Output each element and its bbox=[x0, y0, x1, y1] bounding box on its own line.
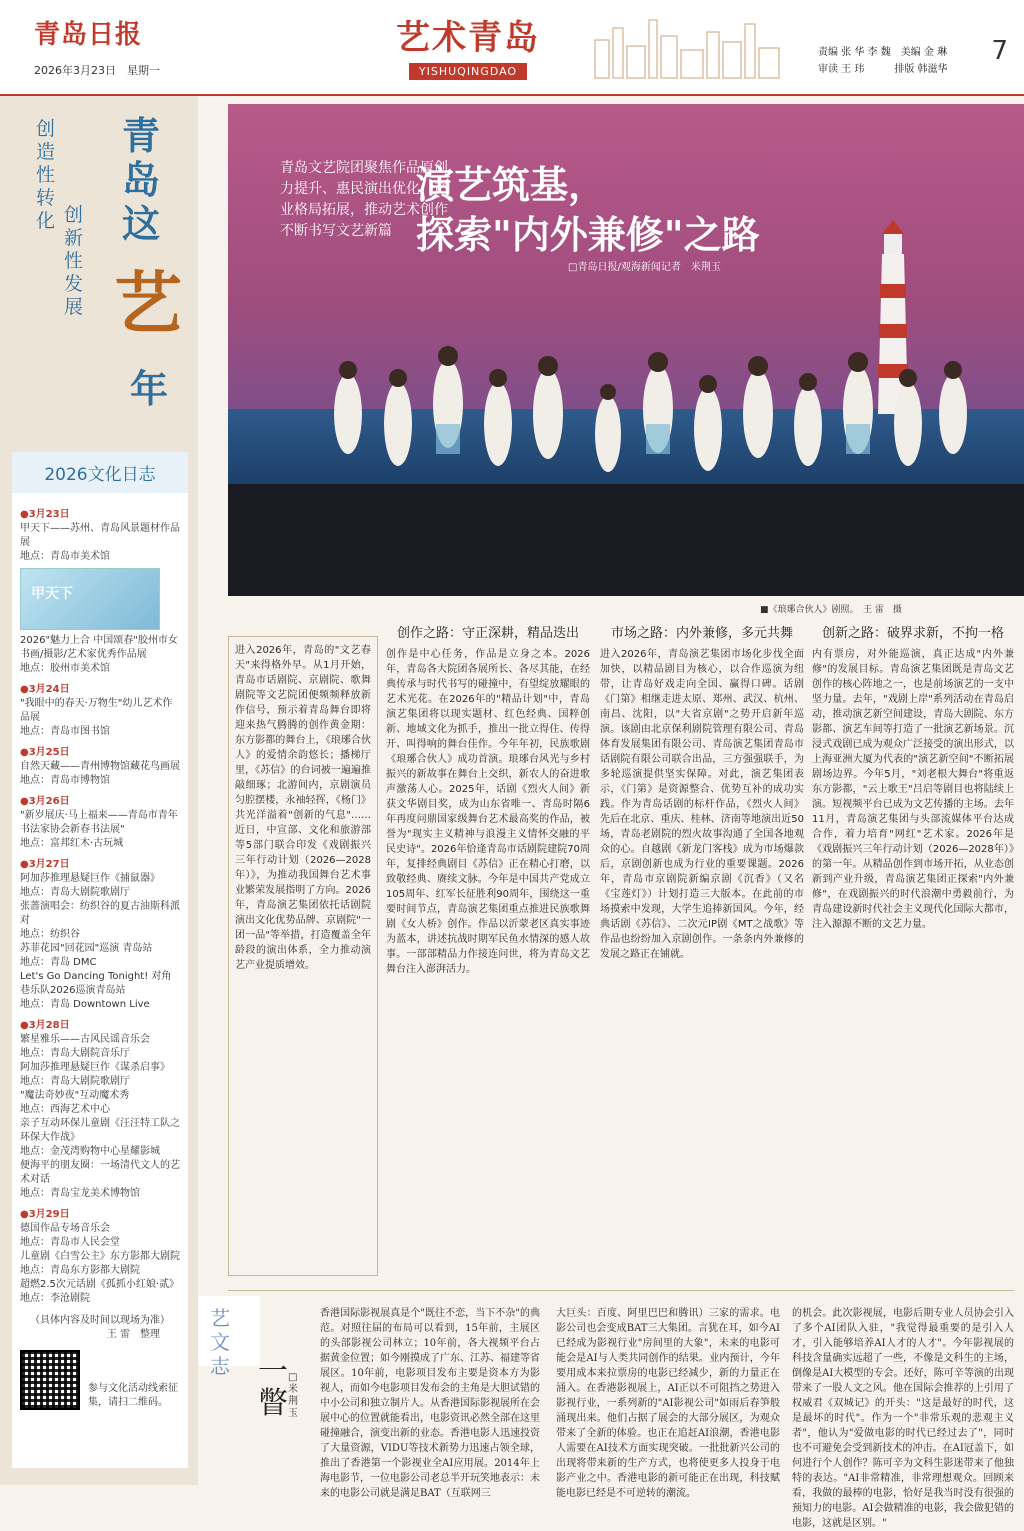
banner-main-text: 青岛这 bbox=[122, 113, 161, 246]
headline-line-2: 探索"内外兼修"之路 bbox=[416, 212, 760, 257]
paragraph-market: 进入2026年，青岛演艺集团市场化步伐全面加快，以精品剧目为核心，以合作巡演为纽带，让青岛好戏走向全国、赢得口碑。话剧《门第》相继走进太原、郑州、武汉、杭州、南昌、沈阳，以"大省京剧"之势开启新年巡演。该剧由北京保利剧院管理有限公司、青岛体育发展集团有限公司、青岛演艺集团青岛市话剧院有限公司联合出品，三方强强联手，为多轮巡演提供坚实保障。对此，演艺集团表示，《门第》是资源整合、优势互补的成功实践。作为青岛话剧的标杆作品，《烈火人间》先后在北京、重庆、桂林、济南等地演出近50场，青岛老剧院的烈火故事沟通了全国各地观众的心。自越剧《新龙门客栈》成为市场爆款后，京剧创新也成为行业的重要课题。2026年，青岛市京剧院新编京剧《沉香》（又名《宝莲灯》）计划打造三大版本。在此前的市场摸索中发现，大学生追捧新国风。今年，经典话剧《苏信》、二次元IP剧《MT之战歌》等作品也纷纷加入京剧创作。一条条内外兼修的发展之路正在铺就。 bbox=[600, 649, 804, 960]
log-date: ●3月23日 bbox=[20, 509, 70, 520]
subhead-innovate: 创新之路：破界求新，不拘一格 bbox=[821, 626, 1004, 641]
column-label: 艺文志 bbox=[210, 1306, 230, 1378]
log-compiler: 王 雷 整理 bbox=[106, 1329, 160, 1340]
essay-column-2: 大巨头：百度、阿里巴巴和腾讯）三家的需求。电影公司也会变成BAT三大集团。言犹在耳，如今AI已经成为影视行业"房间里的大象"，未来的电影可能会是AI与人类共同创作的结果。业内预计，今年要用成本来拉票房的电影已经减少，新的力量正在涌入。在香港影视展上，AI正以不可阻挡之势进入影视行业，一系列新的"AI影视公司"如雨后春笋般涌现出来。他们占据了展会的大部分展区，为观众带来了全新的体验。也正在追赶AI浪潮，香港电影人需要在AI技术方面实现突破。一批批新兴公司的出现将带来新的生产方式，也将使更多人投身于电影产业之中。香港电影的新可能正在出现，科技赋能电影已经是不可逆转的潮流。 bbox=[556, 1308, 780, 1499]
log-event: 甲天下——苏州、青岛风景题材作品展 bbox=[20, 523, 180, 548]
banner-brush-character: 艺 bbox=[114, 264, 183, 344]
log-event: 儿童剧《白雪公主》东方影都大剧院 bbox=[20, 1251, 180, 1262]
log-event: "新岁展庆·马上福来——青岛市青年书法家协会新春书法展" bbox=[20, 810, 178, 835]
section-title bbox=[378, 10, 558, 80]
hero-caption: 青岛文艺院团聚焦作品原创力提升、惠民演出优化、产业格局拓展，推动艺术创作不断书写文艺新篇 bbox=[280, 160, 448, 239]
log-event: 自然天藏——青州博物馆藏花鸟画展 bbox=[20, 761, 180, 772]
log-date: ●3月26日 bbox=[20, 796, 70, 807]
log-event: "我眼中的春天·万物生"幼儿艺术作品展 bbox=[20, 698, 173, 723]
log-event: 便海平的朋友圈：一场清代文人的艺术对话 bbox=[20, 1160, 180, 1185]
culture-log-body bbox=[12, 493, 188, 1418]
section-divider bbox=[228, 1290, 1014, 1291]
log-event: 苏菲花园"回花园"巡演 青岛站 bbox=[20, 943, 153, 954]
essay-title: 一瞥 bbox=[258, 1354, 288, 1421]
banner-year-character: 年 bbox=[129, 366, 168, 411]
essay-column-3: 的机会。此次影视展，电影后期专业人员协会引入了多个AI团队入驻，"我觉得最重要的是引入人才，引入能够培养AI人才的人才"。今年影视展的科技含量确实远超了一些，不像是文科生的主场，倒像是AI大模型的专会。还好，陈可辛等演的出现带来了一股人文之风。他在国际会推荐的上引用了权威君《双城记》的开头："这是最好的时代，这是最坏的时代"。作为一个"非常乐观的悲观主义者"，他认为"爱做电影的时代已经过去了"，同时也不可避免会受到新技术的冲击。在AI冠盖下，如何进行个人创作？陈可辛为文科生影迷带来了他独特的表达。"AI非常精准，非常理想观众。回顾来看，我做的最棒的电影，恰好是我当时没有很强的预知力的电影。AI会做精准的电影，我会做犯错的电影，这就是区别。" bbox=[792, 1308, 1014, 1529]
log-venue: 地点：金茂湾购物中心星耀影城 bbox=[20, 1146, 160, 1157]
log-event: 亲子互动环保儿童剧《汪汪特工队之环保大作战》 bbox=[20, 1118, 180, 1143]
log-event: 阿加莎推理悬疑巨作《捕鼠器》 bbox=[20, 873, 160, 884]
log-venue: 地点：青岛市美术馆 bbox=[20, 551, 110, 562]
log-date: ●3月25日 bbox=[20, 747, 70, 758]
credits-line-2: 审读 王 玮 排版 韩滋华 bbox=[818, 64, 948, 75]
performers-illustration bbox=[308, 314, 988, 514]
log-venue: 地点：青岛宝龙美术博物馆 bbox=[20, 1188, 140, 1199]
issue-date: 2026年3月23日 星期一 bbox=[34, 64, 160, 77]
log-date: ●3月28日 bbox=[20, 1020, 70, 1031]
log-venue: 地点：纺织谷 bbox=[20, 929, 80, 940]
log-date: ●3月27日 bbox=[20, 859, 70, 870]
section-pinyin: YISHUQINGDAO bbox=[409, 63, 527, 80]
qr-code[interactable] bbox=[20, 1350, 80, 1410]
log-event: 繁星雅乐——古风民谣音乐会 bbox=[20, 1034, 150, 1045]
exhibition-poster-image bbox=[20, 568, 160, 630]
log-venue: 地点：胶州市美术馆 bbox=[20, 663, 110, 674]
intro-text: 进入2026年，青岛的"文艺春天"来得格外早。从1月开始，青岛市话剧院、京剧院、歌舞剧院等文艺院团便频频释放新作信号，预示着青岛舞台即将迎来热气腾腾的创作黄金期：东方影都的舞台上，《琅琊合伙人》的爱情余韵悠长；播梯厅里，《苏信》的台词被一遍遍推敲细琢；北游间内，京剧演员匀腔摆楼，永袖轻挥，《杨门》共光洋溢着"创新的气息"……近日，中宣部、文化和旅游部等5部门联合印发《戏剧振兴三年行动计划（2026—2028年）》，为推动我国舞台艺术事业繁荣发展指明了方向。2026年，青岛演艺集团依托话剧院演出文化优势品牌、京剧院"一团一品"等举措，打造覆盖全年龄段的演出体系，全力推动演艺产业提质增效。 bbox=[235, 645, 371, 971]
campaign-banner bbox=[18, 108, 183, 438]
log-event: 阿加莎推理悬疑巨作《谋杀启事》 bbox=[20, 1062, 170, 1073]
log-venue: 地点：青岛大剧院音乐厅 bbox=[20, 1048, 130, 1059]
paragraph-innovate: 内有票房，对外能巡演，真正达成"内外兼修"的发展目标。青岛演艺集团既是青岛文艺创作的核心阵地之一，也是前场演艺的一支中坚力量。去年，"戏剧上岸"系列活动在青岛启动，推动演艺新空间建设，青岛大剧院、东方影都、演艺车间等打造了一批演艺新场景。沉浸式戏剧已成为观众广泛接受的演出形式，以上海亚洲大厦为代表的"演艺新空间"不断拓展剧场边界。今年5月，"刘老根大舞台"将重返东方影都，"云上歌王"吕启等剧目也将陆续上演。短视频平台已成为文艺传播的主场。去年11月，青岛演艺集团与头部流媒体平台达成合作，着力培育"网红"艺术家。2026年是《戏剧振兴三年行动计划（2026—2028年）》的第一年。从精品创作到市场开拓，从业态创新到产业升级，青岛演艺集团正探索"内外兼修"，在戏剧振兴的时代浪潮中勇毅前行，为青岛建设新时代社会主义现代化国际大都市，注入源源不断的文艺力量。 bbox=[812, 649, 1014, 930]
culture-log bbox=[12, 452, 188, 1468]
editor-credits bbox=[818, 44, 948, 78]
article-column-market bbox=[600, 626, 804, 962]
left-sidebar bbox=[0, 96, 198, 1485]
log-venue: 地点：青岛 DMC bbox=[20, 957, 97, 968]
log-venue: 地点：青岛东方影都大剧院 bbox=[20, 1265, 140, 1276]
headline-line-1: 演艺筑基， bbox=[416, 162, 607, 207]
log-venue: 地点：青岛大剧院歌剧厅 bbox=[20, 887, 130, 898]
log-event: "魔法奇妙夜"互动魔术秀 bbox=[20, 1090, 130, 1101]
article-intro bbox=[228, 636, 378, 1276]
credits-line-1: 责编 张 华 李 魏 美编 金 琳 bbox=[818, 47, 948, 58]
culture-log-title: 2026文化日志 bbox=[12, 452, 188, 493]
qr-caption: 参与文化活动线索征集，请扫二维码。 bbox=[88, 1383, 178, 1408]
log-venue: 地点：青岛市图书馆 bbox=[20, 726, 110, 737]
article-column-innovate bbox=[812, 626, 1014, 932]
log-venue: 地点：富邦红木·古玩城 bbox=[20, 838, 124, 849]
log-venue: 地点：青岛市博物馆 bbox=[20, 775, 110, 786]
skyline-illustration bbox=[585, 10, 785, 80]
article-headline bbox=[416, 160, 760, 260]
page-number: 7 bbox=[991, 36, 1008, 66]
subhead-create: 创作之路：守正深耕，精品迭出 bbox=[396, 626, 579, 641]
subhead-market: 市场之路：内外兼修，多元共舞 bbox=[610, 626, 793, 641]
banner-subtitle-1: 创造性转化 bbox=[36, 118, 56, 232]
photo-credit: ■《琅琊合伙人》剧照。 王 雷 摄 bbox=[760, 605, 902, 615]
hero-photo bbox=[228, 104, 1024, 596]
masthead-logo: 青岛日报 bbox=[34, 20, 143, 50]
paragraph-create: 创作是中心任务，作品是立身之本。2026年，青岛各大院团各展所长、各尽其能，在经典传承与时代书写的碰撞中，有望绽放耀眼的艺术光花。在2026年的"精品计划"中，青岛演艺集团将以现实题材、红色经典、国粹创新、地域文化为抓手，推出一批立得住、传得开、叫得响的舞台佳作。今年年初，民族歌剧《琅琊合伙人》成功首演。琅琊台风光与乡村振兴的新故事在舞台上交织，新农人的奋进歌声激荡人心。2025年，话剧《烈火人间》新获文华剧目奖，成为山东省唯一、青岛时隔6年再度问鼎国家级舞台艺术最高奖的作品，被誉为"现实主义精神与浪漫主义情怀交融的平民史诗"。2026年恰逢青岛市话剧院建院70周年，复排经典剧目《苏信》正在精心打磨，以致敬经典、赓续文脉。今年是中国共产党成立105周年、红军长征胜利90周年，围绕这一重要时间节点，青岛演艺集团重点推进民族歌舞剧《女人桥》创作。作品以沂蒙老区真实事迹为蓝本，讲述抗战时期军民鱼水情深的感人故事。一部部精品力作接连问世，将为青岛文艺舞台注入澎湃活力。 bbox=[386, 649, 590, 975]
log-event: Let's Go Dancing Tonight! 对角巷乐队2026巡演青岛站 bbox=[20, 971, 172, 996]
section-title-text: 艺术青岛 bbox=[396, 18, 540, 58]
essay-author: □米荆玉 bbox=[288, 1372, 298, 1419]
log-venue: 地点：青岛市人民会堂 bbox=[20, 1237, 120, 1248]
log-event: 超燃2.5次元话剧《孤抓小红娘·贰》 bbox=[20, 1279, 180, 1290]
poster-text: 甲天下 bbox=[31, 586, 73, 602]
banner-subtitle-2: 创新性发展 bbox=[64, 204, 84, 318]
log-venue: 地点：李沧剧院 bbox=[20, 1293, 90, 1304]
article-byline: □青岛日报/观海新闻记者 米荆玉 bbox=[568, 262, 721, 273]
essay-column-1: 香港国际影视展真是个"既往不恋，当下不杂"的典范。对照往届的布局可以看到，15年前，主展区的头部影视公司林立；10年前，各大视频平台占据黄金位置；如今刚摸成了广东、江苏、福建等省展区。10年前，电影项目发布主要是资本方为影视人，而如今电影项目发布会的主角是大胆试错的中小公司和独立制片人。从香港国际影视展所在会展中心的位置就能看出，电影资讯必然全部在这里碰撞融合，演变出新的业态。香港电影人迅速投资了大量资源，VIDU等技术新势力迅速占领全球，推出了香港第一个影视业全AI应用展。2014年上海电影节，一位电影公司老总半开玩笑地表示：未来的电影公司就是满足BAT（互联网三 bbox=[320, 1308, 540, 1499]
log-date: ●3月24日 bbox=[20, 684, 70, 695]
log-date: ●3月29日 bbox=[20, 1209, 70, 1220]
log-event: 2026"魅力上合 中国颂春"胶州市女书画/摄影/艺术家优秀作品展 bbox=[20, 635, 178, 660]
article-column-create bbox=[386, 626, 590, 977]
log-venue: 地点：西海艺术中心 bbox=[20, 1104, 110, 1115]
log-note: （具体内容及时间以现场为准） bbox=[30, 1315, 170, 1326]
log-venue: 地点：青岛大剧院歌剧厅 bbox=[20, 1076, 130, 1087]
log-event: 德国作品专场音乐会 bbox=[20, 1223, 110, 1234]
newspaper-header bbox=[0, 0, 1024, 96]
log-event: 张蔷演唱会：纺织谷的夏古油斯科派对 bbox=[20, 901, 180, 926]
log-venue: 地点：青岛 Downtown Live bbox=[20, 999, 150, 1010]
